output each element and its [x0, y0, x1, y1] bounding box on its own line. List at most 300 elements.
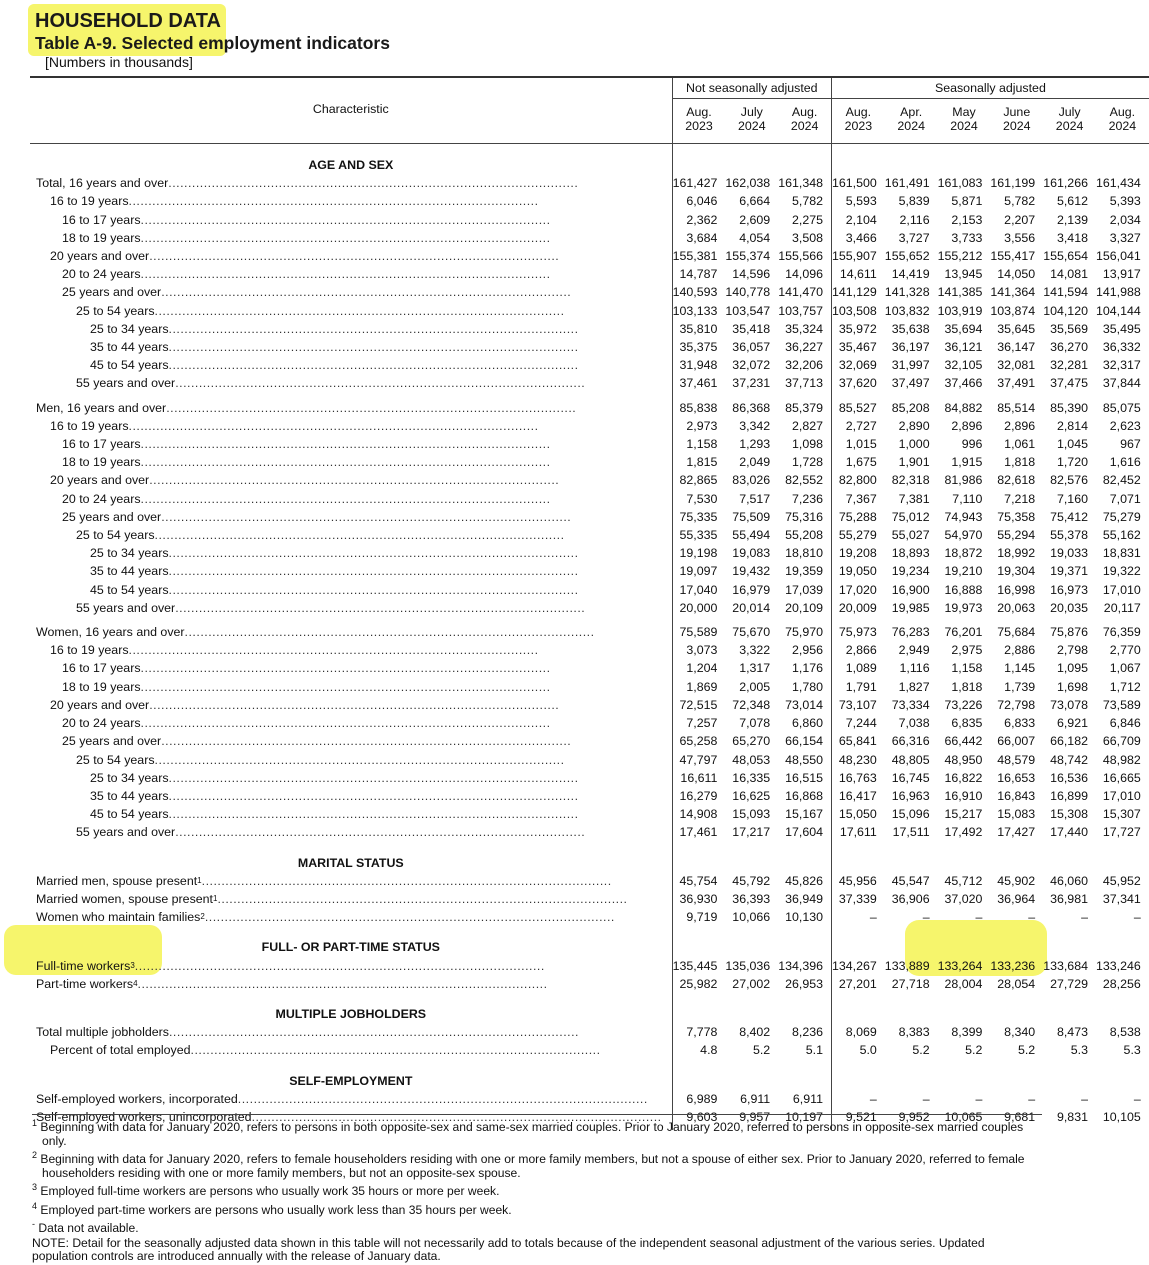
cell-value: 155,374: [725, 249, 771, 264]
cell-value: 82,318: [891, 473, 930, 488]
row-label: [30, 356, 672, 374]
cell-value: 83,026: [732, 473, 771, 488]
cell-value: 7,160: [1056, 491, 1088, 506]
cell-value: 5.0: [832, 1041, 885, 1059]
cell-value: 66,182: [1050, 734, 1088, 749]
cell-value: –: [1028, 910, 1036, 925]
cell-value: 4,054: [739, 230, 771, 245]
cell-value: 19,359: [785, 564, 823, 579]
cell-value: –: [975, 1091, 983, 1106]
cell-value: 18,872: [944, 546, 983, 561]
cell-value: 85,514: [997, 400, 1036, 415]
cell-value: 2,609: [739, 212, 771, 227]
row-label: [30, 265, 672, 283]
cell-value: 17,492: [944, 825, 983, 840]
table-row: [30, 338, 1149, 356]
cell-value: 35,495: [1102, 321, 1141, 336]
cell-value: 1,728: [791, 455, 823, 470]
table-row: [30, 229, 1149, 247]
row-label: [30, 174, 672, 192]
cell-value: 35,694: [944, 321, 983, 336]
column-header: [885, 99, 938, 144]
row-label: [30, 562, 672, 580]
cell-value: 65,270: [732, 734, 771, 749]
cell-value: 75,012: [891, 509, 930, 524]
section-heading: SELF-EMPLOYMENT: [289, 1073, 413, 1088]
cell-value: 36,197: [891, 340, 930, 355]
cell-value: 1,915: [951, 455, 983, 470]
cell-value: 48,742: [1050, 752, 1088, 767]
cell-value: 17,611: [832, 823, 885, 841]
row-label-text: Self-employed workers, incorporated: [36, 1091, 238, 1106]
row-label: [30, 399, 672, 417]
cell-value: 2,207: [1004, 212, 1036, 227]
cell-value: 134,396: [778, 958, 823, 973]
row-label: [30, 641, 672, 659]
cell-value: 6,989: [672, 1090, 725, 1108]
row-label-text: 55 years and over: [76, 600, 176, 615]
cell-value: 104,144: [1095, 303, 1141, 318]
leader-dots: ........................................................................................................: [154, 303, 565, 318]
cell-value: 16,868: [785, 788, 823, 803]
cell-value: 26,953: [785, 976, 823, 991]
row-label: [30, 526, 672, 544]
cell-value: 1,095: [1056, 661, 1088, 676]
cell-value: 996: [961, 437, 983, 452]
cell-value: 135,445: [672, 957, 725, 975]
row-label-text: 16 to 17 years: [62, 212, 141, 227]
table-row: [30, 805, 1149, 823]
cell-value: 32,069: [832, 356, 885, 374]
cell-value: 6,833: [1004, 716, 1036, 731]
cell-value: 1,145: [1004, 661, 1036, 676]
cell-value: 20,035: [1050, 600, 1088, 615]
table-row: [30, 544, 1149, 562]
cell-value: 48,950: [944, 752, 983, 767]
table-row: [30, 714, 1149, 732]
cell-value: 72,798: [997, 697, 1036, 712]
cell-value: 18,831: [1102, 546, 1141, 561]
leader-dots: ........................................................................................................: [161, 509, 572, 524]
cell-value: 5,782: [1004, 194, 1036, 209]
cell-value: –: [832, 908, 885, 926]
cell-value: 18,992: [997, 546, 1036, 561]
table-row: [30, 623, 1149, 641]
cell-value: 1,712: [1109, 679, 1141, 694]
leader-dots: ........................................................................................................: [140, 661, 551, 676]
table-row: [30, 453, 1149, 471]
column-year: 2024: [738, 119, 766, 133]
cell-value: 81,986: [944, 473, 983, 488]
cell-value: 27,729: [1050, 976, 1088, 991]
table-row: [30, 435, 1149, 453]
cell-value: 85,208: [891, 400, 930, 415]
cell-value: 1,158: [951, 661, 983, 676]
cell-value: 17,461: [672, 823, 725, 841]
cell-value: 16,665: [1102, 770, 1141, 785]
cell-value: 37,231: [732, 376, 771, 391]
row-label: [30, 957, 672, 975]
cell-value: 17,604: [785, 825, 823, 840]
cell-value: 141,470: [778, 285, 823, 300]
row-label: [30, 192, 672, 210]
cell-value: 5.1: [805, 1043, 823, 1058]
column-header: [1096, 99, 1149, 144]
row-label: [30, 787, 672, 805]
leader-dots: ........................................................................................................: [137, 976, 548, 991]
cell-value: 17,040: [672, 581, 725, 599]
cell-value: 76,283: [891, 625, 930, 640]
row-label-text: 25 to 34 years: [90, 546, 169, 561]
row-label: [30, 490, 672, 508]
cell-value: 85,838: [672, 399, 725, 417]
cell-value: 1,293: [739, 437, 771, 452]
cell-value: 104,120: [1043, 303, 1088, 318]
row-label: [30, 453, 672, 471]
cell-value: 75,876: [1050, 625, 1088, 640]
cell-value: 45,712: [944, 873, 983, 888]
cell-value: 16,335: [732, 770, 771, 785]
footnote-ref: 1: [213, 893, 218, 903]
cell-value: 45,952: [1102, 873, 1141, 888]
cell-value: 10,105: [1102, 1109, 1141, 1124]
column-month: June: [1003, 105, 1031, 119]
leader-dots: ........................................................................................................: [140, 679, 551, 694]
cell-value: 19,371: [1050, 564, 1088, 579]
footnote: [32, 1117, 1042, 1148]
cell-value: –: [1028, 1091, 1036, 1106]
cell-value: 13,917: [1102, 267, 1141, 282]
cell-value: 141,385: [937, 285, 983, 300]
row-label: [30, 908, 672, 926]
cell-value: 48,579: [997, 752, 1036, 767]
cell-value: 7,236: [791, 491, 823, 506]
row-label-text: 25 to 54 years: [76, 528, 155, 543]
table-row: [30, 562, 1149, 580]
cell-value: 48,230: [832, 751, 885, 769]
cell-value: 14,419: [891, 267, 930, 282]
cell-value: 19,097: [672, 562, 725, 580]
cell-value: 15,096: [891, 807, 930, 822]
cell-value: 35,569: [1050, 321, 1088, 336]
cell-value: 73,226: [944, 697, 983, 712]
cell-value: 15,093: [732, 807, 771, 822]
table-row: [30, 751, 1149, 769]
table-row: [30, 211, 1149, 229]
cell-value: –: [922, 910, 930, 925]
cell-value: 103,919: [937, 303, 983, 318]
cell-value: 133,236: [990, 958, 1036, 973]
row-label-text: 16 to 19 years: [50, 194, 129, 209]
table-row: [30, 247, 1149, 265]
cell-value: 155,566: [778, 249, 823, 264]
cell-value: 6,860: [791, 716, 823, 731]
cell-value: 75,335: [672, 508, 725, 526]
cell-value: 66,442: [944, 734, 983, 749]
row-label-text: 45 to 54 years: [90, 582, 169, 597]
cell-value: 1,791: [832, 678, 885, 696]
cell-value: 16,417: [832, 787, 885, 805]
cell-value: 155,417: [990, 249, 1036, 264]
cell-value: 35,645: [997, 321, 1036, 336]
cell-value: 155,652: [884, 249, 930, 264]
leader-dots: ........................................................................................................: [175, 600, 586, 615]
leader-dots: ........................................................................................................: [201, 873, 612, 888]
cell-value: 54,970: [944, 528, 983, 543]
cell-value: 16,973: [1050, 582, 1088, 597]
cell-value: 65,841: [832, 732, 885, 750]
cell-value: 36,964: [997, 891, 1036, 906]
cell-value: 1,204: [672, 659, 725, 677]
cell-value: 133,889: [884, 958, 930, 973]
cell-value: 9,603: [672, 1108, 725, 1126]
leader-dots: ........................................................................................................: [204, 910, 615, 925]
table-row: [30, 192, 1149, 210]
table-row: [30, 581, 1149, 599]
row-label: [30, 805, 672, 823]
column-header: [725, 99, 778, 144]
cell-value: 103,874: [990, 303, 1036, 318]
cell-value: 7,071: [1109, 491, 1141, 506]
cell-value: 162,038: [725, 176, 771, 191]
cell-value: 48,982: [1102, 752, 1141, 767]
column-month: July: [740, 105, 763, 119]
cell-value: 1,698: [1056, 679, 1088, 694]
column-year: 2023: [844, 119, 873, 133]
table-row: [30, 975, 1149, 993]
cell-value: 82,552: [785, 473, 823, 488]
employment-table: [30, 76, 1149, 1130]
cell-value: 8,383: [898, 1025, 930, 1040]
table-row: [30, 374, 1149, 392]
table-row: [30, 356, 1149, 374]
cell-value: 2,770: [1109, 643, 1141, 658]
cell-value: –: [1081, 910, 1088, 925]
table-row: [30, 490, 1149, 508]
row-label-text: 35 to 44 years: [90, 564, 169, 579]
leader-dots: ........................................................................................................: [168, 358, 579, 373]
row-label: [30, 211, 672, 229]
cell-value: 35,467: [832, 338, 885, 356]
cell-value: 7,778: [672, 1023, 725, 1041]
cell-value: 28,004: [944, 976, 983, 991]
table-row: [30, 526, 1149, 544]
cell-value: 84,882: [944, 400, 983, 415]
column-header: [832, 99, 885, 144]
row-label-text: 25 to 34 years: [90, 770, 169, 785]
row-label-text: Full-time workers: [36, 958, 131, 973]
cell-value: 6,846: [1109, 716, 1141, 731]
cell-value: 103,508: [832, 302, 885, 320]
cell-value: 75,973: [832, 623, 885, 641]
column-year: 2024: [1055, 119, 1084, 133]
cell-value: 135,036: [725, 958, 771, 973]
cell-value: 2,005: [739, 679, 771, 694]
cell-value: 8,402: [739, 1025, 771, 1040]
cell-value: 36,270: [1050, 340, 1088, 355]
footnote-ref: 1: [197, 875, 202, 885]
cell-value: 5.2: [752, 1043, 771, 1058]
cell-value: 19,083: [732, 546, 771, 561]
cell-value: 16,536: [1050, 770, 1088, 785]
cell-value: 1,176: [791, 661, 823, 676]
leader-dots: ........................................................................................................: [217, 891, 628, 906]
cell-value: 141,364: [990, 285, 1036, 300]
cell-value: 7,078: [739, 716, 771, 731]
cell-value: 9,957: [739, 1109, 771, 1124]
row-label-text: Married women, spouse present: [36, 891, 213, 906]
cell-value: 37,020: [944, 891, 983, 906]
cell-value: 35,810: [672, 320, 725, 338]
table-row: [30, 908, 1149, 926]
leader-dots: ........................................................................................................: [168, 546, 579, 561]
column-year: 2024: [950, 119, 978, 133]
cell-value: 5,612: [1056, 194, 1088, 209]
cell-value: 19,050: [832, 562, 885, 580]
row-label-text: 20 years and over: [50, 249, 150, 264]
cell-value: 8,236: [791, 1025, 823, 1040]
cell-value: 31,948: [672, 356, 725, 374]
column-month: Aug.: [686, 105, 712, 119]
cell-value: 20,014: [732, 600, 771, 615]
cell-value: 141,129: [832, 283, 885, 301]
cell-value: 32,072: [732, 358, 771, 373]
page-title: HOUSEHOLD DATA: [35, 10, 221, 32]
table-row: [30, 1023, 1149, 1041]
row-label: [30, 283, 672, 301]
cell-value: 161,348: [778, 176, 823, 191]
footnote-mark: 3: [32, 1182, 38, 1193]
leader-dots: ........................................................................................................: [175, 825, 586, 840]
footnote-ref: 2: [200, 912, 205, 922]
cell-value: 967: [1120, 437, 1141, 452]
cell-value: 9,719: [672, 908, 725, 926]
cell-value: 1,780: [791, 679, 823, 694]
cell-value: 20,117: [1103, 600, 1141, 615]
row-label-text: Women who maintain families: [36, 910, 201, 925]
cell-value: 3,418: [1056, 230, 1088, 245]
cell-value: 37,491: [997, 376, 1036, 391]
table-row: [30, 696, 1149, 714]
cell-value: 7,038: [898, 716, 930, 731]
cell-value: 72,348: [732, 697, 771, 712]
cell-value: 19,198: [672, 544, 725, 562]
cell-value: 141,988: [1095, 285, 1141, 300]
cell-value: 74,943: [944, 509, 983, 524]
cell-value: 37,713: [785, 376, 823, 391]
cell-value: 9,521: [832, 1108, 885, 1126]
table-row: [30, 508, 1149, 526]
cell-value: 6,921: [1056, 716, 1088, 731]
cell-value: 1,000: [898, 437, 930, 452]
table-note: NOTE: Detail for the seasonally adjusted data shown in this table will not necessarily add to totals because of the independent seasonal adjustment of the various series. Updated population controls are introduced annually with the release of January data.: [32, 1235, 985, 1264]
leader-dots: ........................................................................................................: [251, 1109, 662, 1124]
cell-value: 3,327: [1109, 230, 1141, 245]
cell-value: 141,594: [1043, 285, 1088, 300]
table-row: [30, 890, 1149, 908]
cell-value: 6,911: [792, 1091, 823, 1106]
row-label-text: 25 to 54 years: [76, 303, 155, 318]
section-heading: MULTIPLE JOBHOLDERS: [275, 1006, 427, 1021]
cell-value: 35,324: [785, 321, 823, 336]
cell-value: 14,596: [732, 267, 771, 282]
cell-value: 16,899: [1050, 788, 1088, 803]
cell-value: 133,264: [937, 958, 983, 973]
cell-value: 45,956: [832, 872, 885, 890]
cell-value: 48,550: [785, 752, 823, 767]
cell-value: –: [975, 910, 983, 925]
cell-value: 76,201: [944, 625, 983, 640]
cell-value: 65,258: [672, 732, 725, 750]
cell-value: 8,399: [951, 1025, 983, 1040]
cell-value: 3,727: [898, 230, 930, 245]
cell-value: –: [832, 1090, 885, 1108]
leader-dots: ........................................................................................................: [140, 716, 551, 731]
cell-value: 75,509: [732, 509, 771, 524]
cell-value: 2,956: [791, 643, 823, 658]
cell-value: 2,275: [791, 212, 823, 227]
cell-value: 134,267: [832, 957, 885, 975]
row-label: [30, 872, 672, 890]
cell-value: 155,654: [1043, 249, 1088, 264]
cell-value: 2,104: [832, 211, 885, 229]
cell-value: 45,826: [785, 873, 823, 888]
cell-value: 85,075: [1102, 400, 1141, 415]
row-label: [30, 659, 672, 677]
cell-value: 2,798: [1056, 643, 1088, 658]
cell-value: 1,098: [791, 437, 823, 452]
footnote-mark: 4: [32, 1200, 38, 1211]
units-note: [Numbers in thousands]: [45, 54, 193, 70]
group-not-seasonally-adjusted: Not seasonally adjusted: [672, 77, 831, 99]
cell-value: 75,670: [732, 625, 771, 640]
cell-value: 7,367: [832, 490, 885, 508]
cell-value: 36,906: [891, 891, 930, 906]
cell-value: 161,500: [832, 174, 885, 192]
cell-value: 161,491: [884, 176, 930, 191]
cell-value: 35,638: [891, 321, 930, 336]
cell-value: 103,832: [884, 303, 930, 318]
cell-value: 19,973: [944, 600, 983, 615]
cell-value: 5.2: [912, 1043, 930, 1058]
cell-value: 72,515: [672, 696, 725, 714]
cell-value: 5.2: [1017, 1043, 1036, 1058]
footnote: [32, 1218, 1042, 1236]
table-row: [30, 659, 1149, 677]
cell-value: 76,359: [1102, 625, 1141, 640]
cell-value: 19,322: [1102, 564, 1141, 579]
cell-value: 4.8: [672, 1041, 725, 1059]
cell-value: 32,206: [785, 358, 823, 373]
cell-value: 55,378: [1050, 528, 1088, 543]
cell-value: 19,234: [891, 564, 930, 579]
cell-value: 27,201: [832, 975, 885, 993]
cell-value: 5,393: [1109, 194, 1141, 209]
footnote-text: Data not available.: [38, 1221, 139, 1236]
row-label-text: 18 to 19 years: [62, 230, 141, 245]
leader-dots: ........................................................................................................: [161, 734, 572, 749]
cell-value: 15,307: [1102, 807, 1141, 822]
cell-value: 161,434: [1095, 176, 1141, 191]
cell-value: 5,782: [791, 194, 823, 209]
cell-value: 55,162: [1102, 528, 1141, 543]
cell-value: 36,147: [997, 340, 1036, 355]
footnote-mark: -: [32, 1219, 35, 1230]
cell-value: 2,153: [951, 212, 983, 227]
cell-value: 17,427: [997, 825, 1036, 840]
cell-value: 15,217: [944, 807, 983, 822]
row-label: [30, 678, 672, 696]
